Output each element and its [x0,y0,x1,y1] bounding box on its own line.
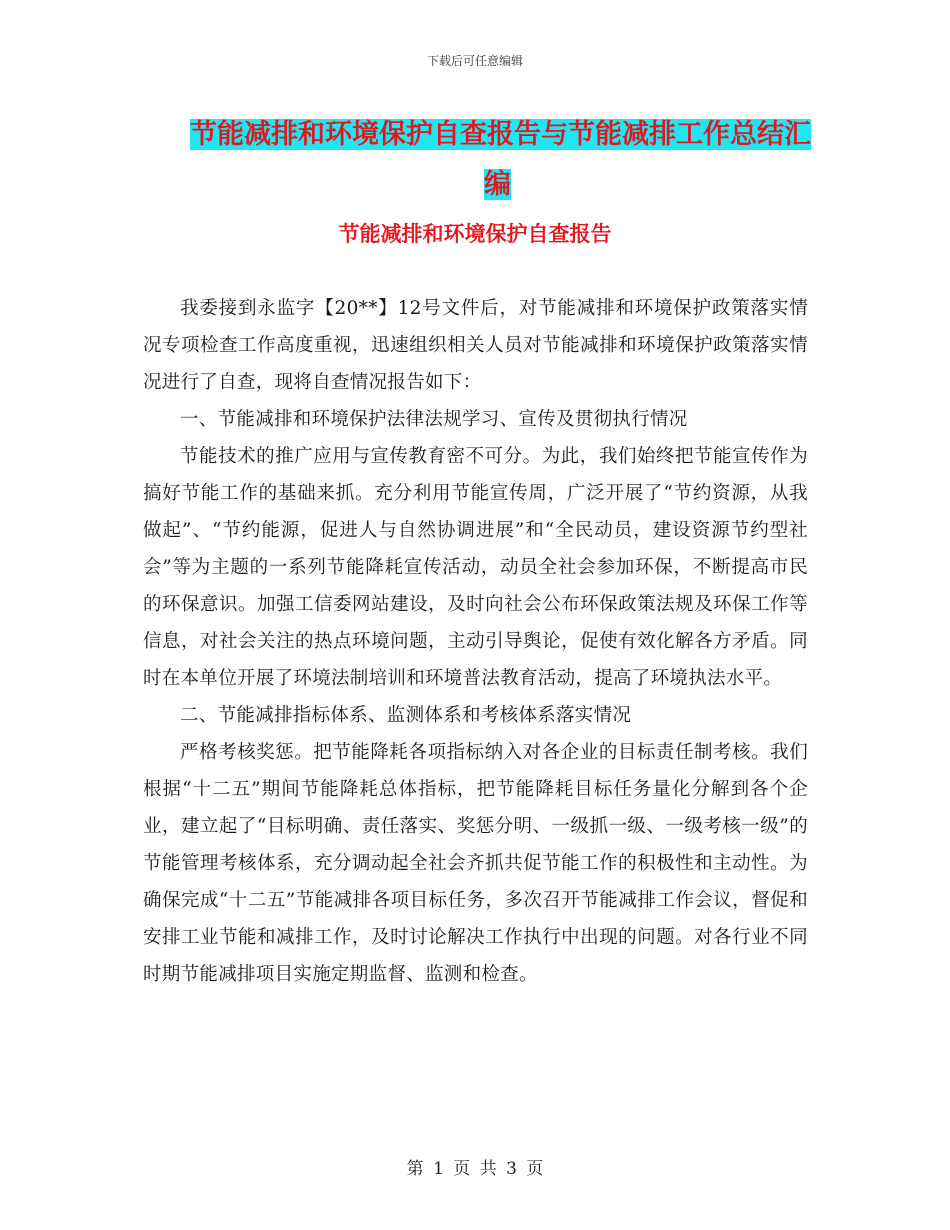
section-title: 节能减排和环境保护自查报告 [338,221,612,246]
section-heading-2: 二、节能减排指标体系、监测体系和考核体系落实情况 [180,705,632,726]
title-highlight: 编 [484,169,511,200]
header-note: 下载后可任意编辑 [426,54,523,68]
document-title [190,110,811,210]
document-title-line-2 [190,160,805,210]
section-heading-1: 一、节能减排和环境保护法律法规学习、宣传及贯彻执行情况 [180,409,688,430]
document-title-line-1 [190,110,811,160]
paragraph-assessment: 严格考核奖惩。把节能降耗各项指标纳入对各企业的目标责任制考核。我们根据“十二五”期间节能降耗总体指标，把节能降耗目标任务量化分解到各个企业，建立起了“目标明确、责任落实、奖惩分明、一级抓一级、一级考核一级”的节能管理考核体系，充分调动起全社会齐抓共促节能工作的积极性和主动性。为确保完成“十二五”节能减排各项目标任务，多次召开节能减排工作会议，督促和安排工业节能和减排工作，及时讨论解决工作执行中出现的问题。对各行业不同时期节能减排项目实施定期监督、监测和检查。 [143,742,808,985]
title-highlight: 节能减排和环境保护自查报告与节能减排工作总结汇 [190,119,811,150]
paragraph-intro: 我委接到永监字【20**】12号文件后，对节能减排和环境保护政策落实情况专项检查工作高度重视，迅速组织相关人员对节能减排和环境保护政策落实情况进行了自查，现将自查情况报告如下： [143,298,808,393]
paragraph-publicity: 节能技术的推广应用与宣传教育密不可分。为此，我们始终把节能宣传作为搞好节能工作的基础来抓。充分利用节能宣传周，广泛开展了“节约资源，从我做起”、“节约能源，促进人与自然协调进展”和“全民动员，建设资源节约型社会”等为主题的一系列节能降耗宣传活动，动员全社会参加环保，不断提高市民的环保意识。加强工信委网站建设，及时向社会公布环保政策法规及环保工作等信息，对社会关注的热点环境问题，主动引导舆论，促使有效化解各方矛盾。同时在本单位开展了环境法制培训和环境普法教育活动，提高了环境执法水平。 [143,446,808,689]
page-number: 第 1 页 共 3 页 [406,1159,544,1179]
document-body [143,290,808,993]
